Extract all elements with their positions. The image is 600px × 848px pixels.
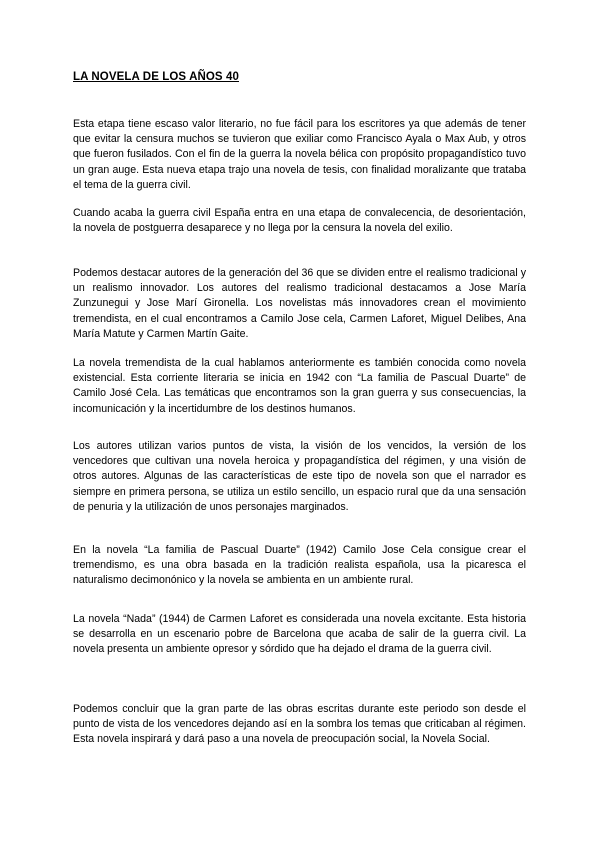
paragraph-generation-36: Podemos destacar autores de la generación del 36 que se dividen entre el realismo tradicional y un realismo innovador. Los autores del realismo tradicional destacamos a Jose María Zunzunegui y Jose Marí Gironella. Los novelistas más innovadores crean el movimiento tremendista, en el cual encontramos a Camilo Jose cela, Carmen Laforet, Miguel Delibes, Ana María Matute y Carmen Martín Gaite. <box>73 267 526 340</box>
paragraph-pascual-duarte: En la novela “La familia de Pascual Duarte” (1942) Camilo Jose Cela consigue crear el tremendismo, es una obra basada en la tradición realista española, usa la picaresca el naturalismo decimonónico y la novela se ambienta en un ambiente rural. <box>73 544 526 587</box>
paragraph-points-of-view: Los autores utilizan varios puntos de vista, la visión de los vencidos, la versión de los vencedores que cultivan una novela heroica y propagandística del régimen, y una visión de otros autores. Algunas de las características de este tipo de novela son que el narrador es siempre en primera persona, se utiliza un estilo sencillo, un espacio rural que da una sensación de penuria y la utilización de unos personajes marginados. <box>73 440 526 513</box>
paragraph-postwar-stage: Esta etapa tiene escaso valor literario, no fue fácil para los escritores ya que además de tener que evitar la censura muchos se tuvieron que exiliar como Francisco Ayala o Max Aub, y otros que fueron fusilados. Con el fin de la guerra la novela bélica con propósito propagandístico tuvo un gran auge. Esta nueva etapa trajo una novela de tesis, con finalidad moralizante que trataba el tema de la guerra civil. <box>73 118 526 191</box>
paragraph-nada: La novela “Nada” (1944) de Carmen Laforet es considerada una novela excitante. Esta historia se desarrolla en un escenario pobre de Barcelona que acaba de salir de la guerra civil. La novela presenta un ambiente opresor y sórdido que ha dejado el drama de la guerra civil. <box>73 613 526 656</box>
paragraph-tremendismo: La novela tremendista de la cual hablamos anteriormente es también conocida como novela existencial. Esta corriente literaria se inicia en 1942 con “La familia de Pascual Duarte” de Camilo José Cela. Las temáticas que encontramos son la gran guerra y sus consecuencias, la incomunicación y la incertidumbre de los destinos humanos. <box>73 357 526 415</box>
paragraph-conclusion: Podemos concluir que la gran parte de las obras escritas durante este periodo son desde el punto de vista de los vencedores dejando así en la sombra los temas que criticaban al régimen. Esta novela inspirará y dará paso a una novela de preocupación social, la Novela Social. <box>73 703 526 746</box>
document-title: LA NOVELA DE LOS AÑOS 40 <box>73 71 239 83</box>
paragraph-convalescence: Cuando acaba la guerra civil España entra en una etapa de convalecencia, de desorientación, la novela de postguerra desaparece y no llega por la censura la novela del exilio. <box>73 207 526 235</box>
